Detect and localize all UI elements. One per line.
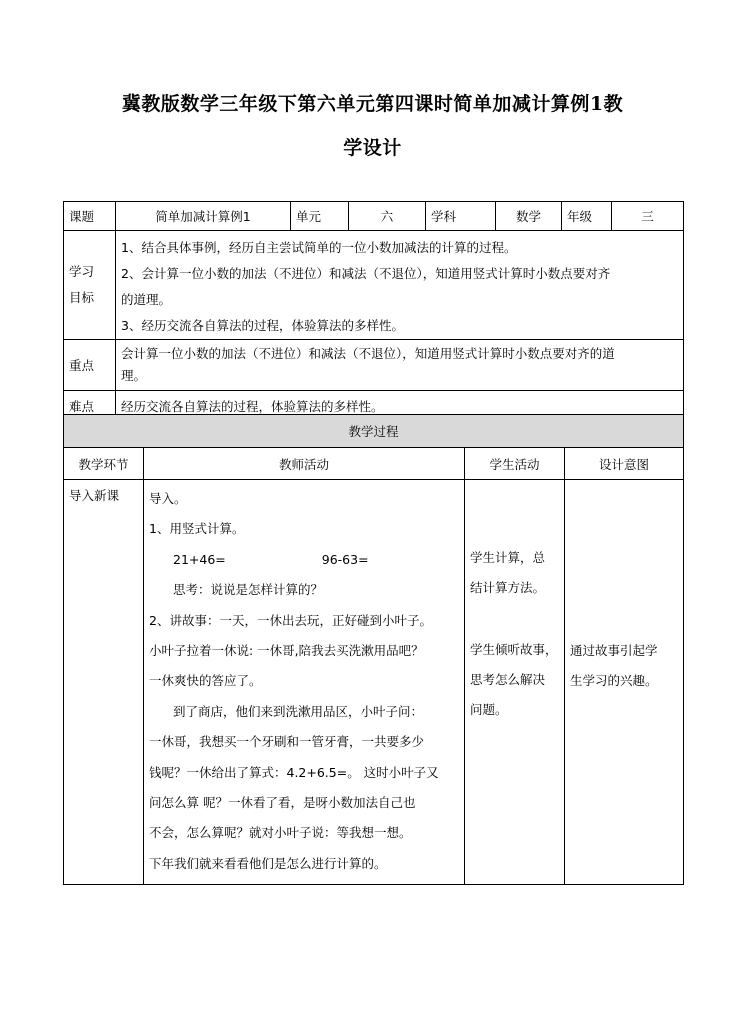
teaching-process-table (63, 414, 684, 885)
col-step: 教学环节 (64, 448, 144, 480)
process-header: 教学过程 (64, 415, 684, 448)
teacher-line-12: 下年我们就来看看他们是怎么进行计算的。 (149, 855, 387, 871)
teacher-line-4: 2、讲故事：一天，一休出去玩，正好碰到小叶子。 (149, 612, 432, 628)
teacher-line-11: 不会，怎么算呢？就对小叶子说：等我想一想。 (149, 825, 412, 841)
goals-label-line-2: 目标 (69, 290, 95, 305)
teacher-line-9: 钱呢？一休给出了算式：4.2+6.5=。 这时小叶子又 (149, 764, 439, 780)
teacher-line-6: 一休爽快的答应了。 (149, 673, 262, 689)
teacher-line-7: 到了商店，他们来到洗漱用品区，小叶子问： (173, 703, 424, 719)
teacher-line-8: 一休哥，我想买一个牙刷和一管牙膏，一共要多少 (149, 734, 425, 750)
goals-content (116, 231, 684, 340)
process-header-row (64, 415, 684, 448)
key-row (64, 340, 684, 391)
teacher-line-2: 1、用竖式计算。 (149, 521, 245, 537)
col-teacher: 教师活动 (144, 448, 465, 480)
teacher-line-3: 思考：说说是怎样计算的？ (173, 582, 324, 598)
topic-label: 课题 (64, 202, 116, 231)
goal-line-3: 的道理。 (121, 292, 172, 307)
process-columns-row (64, 448, 684, 480)
grade-label: 年级 (562, 202, 612, 231)
design-intent-cell (565, 480, 684, 885)
intent-line-1: 通过故事引起学 (570, 643, 658, 658)
lesson-info-table (63, 201, 684, 421)
teacher-activity-cell (144, 480, 465, 885)
process-body-row (64, 480, 684, 885)
difficulty-label: 难点 (64, 391, 116, 421)
teacher-line-10: 问怎么算 呢？一休看了看，是呀小数加法自己也 (149, 795, 416, 811)
student-line-3: 学生倾听故事， (470, 642, 558, 657)
title-line-2: 学设计 (343, 137, 402, 159)
topic-value: 简单加减计算例1 (116, 202, 291, 231)
student-line-2: 结计算方法。 (470, 580, 546, 595)
title-line-1: 冀教版数学三年级下第六单元第四课时简单加减计算例1教 (121, 93, 624, 115)
key-label: 重点 (64, 340, 116, 391)
student-activity-cell (465, 480, 565, 885)
grade-value: 三 (612, 202, 684, 231)
calc-2: 96-63= (321, 551, 369, 567)
goals-label (64, 231, 116, 340)
subject-label: 学科 (426, 202, 496, 231)
goal-line-1: 1、结合具体事例，经历自主尝试简单的一位小数加减法的计算的过程。 (121, 240, 517, 255)
goal-line-4: 3、经历交流各自算法的过程，体验算法的多样性。 (121, 318, 404, 333)
student-line-4: 思考怎么解决 (470, 672, 546, 687)
col-student: 学生活动 (465, 448, 565, 480)
teacher-line-1: 导入。 (149, 491, 187, 506)
teacher-line-5: 小叶子拉着一休说: 一休哥,陪我去买洗漱用品吧？ (149, 643, 424, 659)
key-content (116, 340, 684, 391)
document-title (60, 82, 685, 170)
goal-line-2: 2、会计算一位小数的加法（不进位）和减法（不退位），知道用竖式计算时小数点要对齐 (121, 266, 611, 281)
unit-value: 六 (349, 202, 426, 231)
student-line-5: 问题。 (470, 702, 508, 717)
step-cell: 导入新课 (64, 480, 144, 885)
intent-line-2: 生学习的兴趣。 (570, 673, 658, 688)
difficulty-content: 经历交流各自算法的过程，体验算法的多样性。 (116, 391, 684, 421)
col-intent: 设计意图 (565, 448, 684, 480)
calc-line (149, 545, 464, 575)
key-line-1: 会计算一位小数的加法（不进位）和减法（不退位），知道用竖式计算时小数点要对齐的道 (121, 346, 615, 361)
unit-label: 单元 (291, 202, 349, 231)
goals-label-line-1: 学习 (69, 264, 95, 279)
calc-1: 21+46= (173, 551, 226, 567)
student-line-1: 学生计算，总 (470, 550, 546, 565)
subject-value: 数学 (496, 202, 562, 231)
key-line-2: 理。 (121, 368, 147, 383)
info-row (64, 202, 684, 231)
goals-row (64, 231, 684, 340)
